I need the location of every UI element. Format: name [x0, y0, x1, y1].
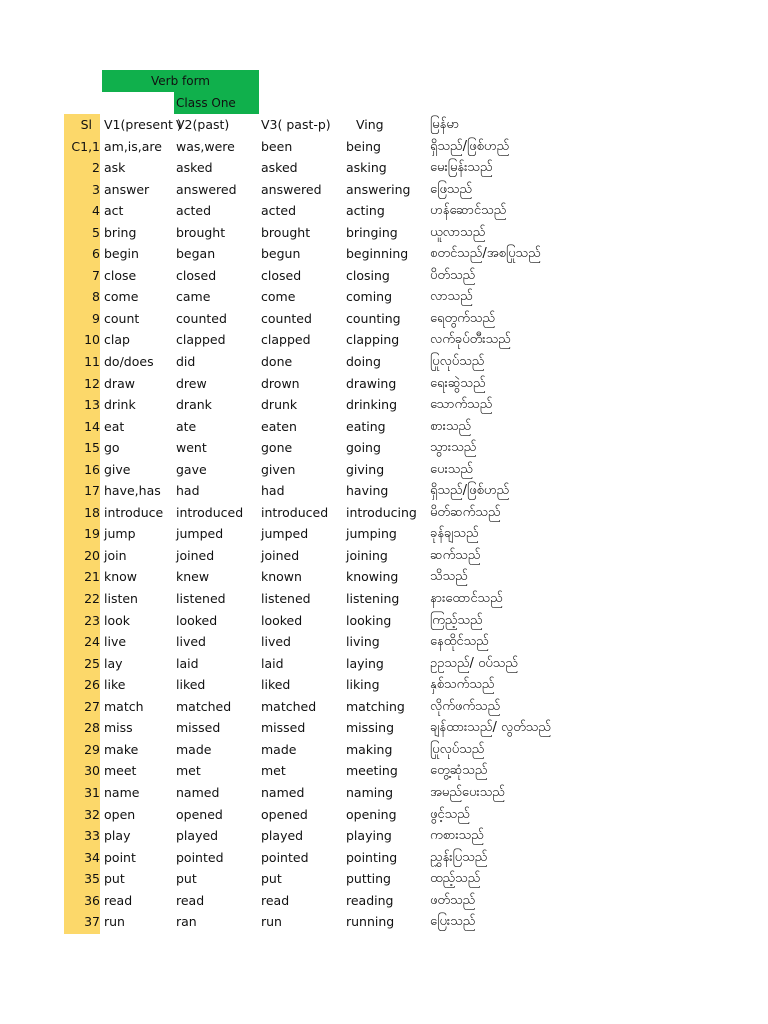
cell-sl: 20	[84, 547, 100, 563]
table-row	[0, 222, 768, 244]
cell-sl: 5	[92, 224, 100, 240]
cell-sl: 37	[84, 914, 100, 930]
cell-sl: 22	[84, 591, 100, 607]
table-row	[0, 717, 768, 739]
cell-ving: matching	[346, 698, 405, 714]
cell-myanmar: ပြုလုပ်သည်	[430, 741, 485, 757]
cell-ving: having	[346, 483, 389, 499]
table-row	[0, 847, 768, 869]
cell-v2: read	[176, 892, 205, 908]
cell-myanmar: ဆက်သည်	[430, 547, 481, 563]
cell-sl: 9	[92, 310, 100, 326]
cell-v1: miss	[104, 720, 133, 736]
cell-v3: eaten	[261, 418, 297, 434]
cell-myanmar: ယူလာသည်	[430, 224, 486, 240]
cell-ving: opening	[346, 806, 397, 822]
cell-v3: made	[261, 741, 297, 757]
cell-ving: acting	[346, 203, 385, 219]
cell-v1: match	[104, 698, 144, 714]
column-header-myanmar: မြန်မာ	[430, 117, 460, 132]
verb-table	[0, 114, 768, 933]
cell-v1: make	[104, 741, 139, 757]
cell-v1: lay	[104, 655, 123, 671]
cell-v2: ate	[176, 418, 197, 434]
cell-myanmar: ပြုလုပ်သည်	[430, 354, 485, 370]
cell-v3: begun	[261, 246, 301, 262]
table-row	[0, 308, 768, 330]
cell-ving: putting	[346, 871, 391, 887]
cell-v3: closed	[261, 267, 302, 283]
cell-v1: point	[104, 849, 136, 865]
cell-sl: 31	[84, 784, 100, 800]
table-row	[0, 760, 768, 782]
cell-v2: introduced	[176, 504, 244, 520]
cell-v2: gave	[176, 461, 207, 477]
cell-v1: give	[104, 461, 131, 477]
cell-v2: laid	[176, 655, 199, 671]
cell-v3: read	[261, 892, 290, 908]
cell-ving: missing	[346, 720, 395, 736]
cell-myanmar: စတင်သည်/အစပြုသည်	[430, 246, 541, 262]
cell-ving: making	[346, 741, 393, 757]
cell-v1: meet	[104, 763, 137, 779]
cell-ving: being	[346, 138, 381, 154]
cell-ving: coming	[346, 289, 393, 305]
table-row	[0, 588, 768, 610]
table-row	[0, 459, 768, 481]
cell-v2: asked	[176, 160, 213, 176]
table-row	[0, 136, 768, 158]
cell-v1: drink	[104, 397, 136, 413]
cell-sl: 15	[84, 440, 100, 456]
table-row	[0, 696, 768, 718]
cell-v1: draw	[104, 375, 135, 391]
cell-sl: 32	[84, 806, 100, 822]
table-row	[0, 804, 768, 826]
table-row	[0, 566, 768, 588]
cell-v1: read	[104, 892, 133, 908]
table-row	[0, 394, 768, 416]
cell-ving: laying	[346, 655, 384, 671]
cell-v2: joined	[176, 547, 215, 563]
cell-v2: closed	[176, 267, 217, 283]
cell-myanmar: မေးမြန်းသည်	[430, 160, 493, 176]
table-row	[0, 502, 768, 524]
cell-myanmar: ဟန်ဆောင်သည်	[430, 203, 507, 219]
cell-v3: listened	[261, 591, 311, 607]
cell-v3: matched	[261, 698, 317, 714]
cell-v3: brought	[261, 224, 311, 240]
column-header-ving: Ving	[356, 117, 384, 132]
cell-sl: 18	[84, 504, 100, 520]
table-row	[0, 825, 768, 847]
cell-myanmar: ခုန်ချသည်	[430, 526, 479, 542]
cell-ving: bringing	[346, 224, 398, 240]
cell-v3: put	[261, 871, 282, 887]
cell-sl: 27	[84, 698, 100, 714]
cell-v3: laid	[261, 655, 284, 671]
cell-sl: 36	[84, 892, 100, 908]
cell-v3: come	[261, 289, 296, 305]
cell-ving: counting	[346, 310, 401, 326]
cell-myanmar: ညွှန်းပြသည်	[430, 849, 488, 865]
cell-myanmar: ပြေးသည်	[430, 914, 476, 930]
cell-myanmar: ဥဥသည်/ ဝပ်သည်	[430, 655, 518, 671]
cell-v1: clap	[104, 332, 130, 348]
cell-myanmar: မိတ်ဆက်သည်	[430, 504, 501, 520]
cell-v3: answered	[261, 181, 322, 197]
cell-v1: name	[104, 784, 140, 800]
cell-ving: playing	[346, 828, 392, 844]
column-header-v3: V3( past-p)	[261, 117, 331, 132]
cell-v3: liked	[261, 677, 291, 693]
cell-v3: drunk	[261, 397, 298, 413]
table-row	[0, 890, 768, 912]
cell-v3: missed	[261, 720, 306, 736]
cell-ving: beginning	[346, 246, 409, 262]
table-row	[0, 351, 768, 373]
cell-v1: jump	[104, 526, 136, 542]
table-row	[0, 157, 768, 179]
cell-v3: opened	[261, 806, 308, 822]
cell-v3: introduced	[261, 504, 329, 520]
cell-v1: look	[104, 612, 131, 628]
cell-sl: 3	[92, 181, 100, 197]
cell-sl: 19	[84, 526, 100, 542]
cell-ving: asking	[346, 160, 387, 176]
cell-sl: 35	[84, 871, 100, 887]
cell-sl: 13	[84, 397, 100, 413]
cell-ving: clapping	[346, 332, 400, 348]
cell-myanmar: နားထောင်သည်	[430, 591, 503, 607]
cell-ving: joining	[346, 547, 388, 563]
cell-v3: acted	[261, 203, 297, 219]
cell-myanmar: ဖတ်သည်	[430, 892, 476, 908]
table-row	[0, 674, 768, 696]
cell-v2: drew	[176, 375, 207, 391]
cell-v2: named	[176, 784, 220, 800]
cell-sl: 28	[84, 720, 100, 736]
cell-ving: knowing	[346, 569, 399, 585]
cell-v2: drank	[176, 397, 212, 413]
cell-ving: naming	[346, 784, 394, 800]
cell-v1: know	[104, 569, 138, 585]
table-row	[0, 610, 768, 632]
cell-v3: run	[261, 914, 282, 930]
cell-sl: C1,1	[71, 138, 100, 154]
cell-ving: listening	[346, 591, 400, 607]
cell-myanmar: နှစ်သက်သည်	[430, 677, 495, 693]
cell-myanmar: လိုက်ဖက်သည်	[430, 698, 501, 714]
cell-sl: 2	[92, 160, 100, 176]
cell-myanmar: ထည့်သည်	[430, 871, 481, 887]
column-header-sl: Sl	[80, 117, 92, 132]
cell-ving: meeting	[346, 763, 398, 779]
cell-v2: played	[176, 828, 219, 844]
cell-v1: close	[104, 267, 137, 283]
cell-v3: met	[261, 763, 286, 779]
cell-v3: played	[261, 828, 304, 844]
cell-myanmar: ရေတွက်သည်	[430, 310, 496, 326]
cell-sl: 29	[84, 741, 100, 757]
table-row	[0, 200, 768, 222]
cell-myanmar: သွားသည်	[430, 440, 477, 456]
cell-ving: going	[346, 440, 381, 456]
header-subtitle: Class One	[174, 92, 259, 114]
cell-sl: 34	[84, 849, 100, 865]
cell-v1: do/does	[104, 354, 154, 370]
cell-myanmar: လာသည်	[430, 289, 473, 305]
table-row	[0, 265, 768, 287]
cell-v3: done	[261, 354, 293, 370]
cell-v1: have,has	[104, 483, 161, 499]
table-row	[0, 911, 768, 933]
cell-v3: looked	[261, 612, 303, 628]
cell-myanmar: လက်ခုပ်တီးသည်	[430, 332, 511, 348]
cell-v1: count	[104, 310, 140, 326]
cell-myanmar: စားသည်	[430, 418, 472, 434]
table-row	[0, 653, 768, 675]
cell-sl: 26	[84, 677, 100, 693]
cell-myanmar: ကြည့်သည်	[430, 612, 483, 628]
cell-ving: drawing	[346, 375, 397, 391]
cell-sl: 23	[84, 612, 100, 628]
cell-ving: closing	[346, 267, 390, 283]
cell-myanmar: ရေးဆွဲသည်	[430, 375, 486, 391]
cell-v2: matched	[176, 698, 232, 714]
cell-v1: ask	[104, 160, 126, 176]
cell-v3: pointed	[261, 849, 309, 865]
cell-v1: am,is,are	[104, 138, 162, 154]
cell-sl: 8	[92, 289, 100, 305]
cell-v3: drown	[261, 375, 300, 391]
cell-sl: 21	[84, 569, 100, 585]
table-row	[0, 868, 768, 890]
table-row	[0, 329, 768, 351]
cell-v2: missed	[176, 720, 221, 736]
cell-ving: pointing	[346, 849, 398, 865]
cell-v1: bring	[104, 224, 137, 240]
cell-myanmar: တွေ့ဆုံသည်	[430, 763, 488, 779]
cell-v1: like	[104, 677, 126, 693]
table-row	[0, 243, 768, 265]
cell-myanmar: သိသည်	[430, 569, 468, 585]
cell-sl: 12	[84, 375, 100, 391]
cell-ving: doing	[346, 354, 381, 370]
cell-ving: jumping	[346, 526, 397, 542]
cell-sl: 10	[84, 332, 100, 348]
cell-sl: 16	[84, 461, 100, 477]
cell-myanmar: ဖွင့်သည်	[430, 806, 470, 822]
table-row	[0, 416, 768, 438]
cell-v2: acted	[176, 203, 212, 219]
cell-sl: 11	[84, 354, 100, 370]
cell-v2: had	[176, 483, 200, 499]
cell-ving: answering	[346, 181, 411, 197]
cell-v2: listened	[176, 591, 226, 607]
table-row	[0, 782, 768, 804]
cell-v1: introduce	[104, 504, 164, 520]
cell-v1: listen	[104, 591, 138, 607]
cell-myanmar: ပေးသည်	[430, 461, 473, 477]
cell-v3: lived	[261, 634, 291, 650]
table-row	[0, 545, 768, 567]
cell-v3: gone	[261, 440, 293, 456]
cell-v1: join	[104, 547, 127, 563]
cell-v1: act	[104, 203, 124, 219]
cell-v3: joined	[261, 547, 300, 563]
cell-v2: was,were	[176, 138, 235, 154]
cell-v1: play	[104, 828, 131, 844]
cell-sl: 24	[84, 634, 100, 650]
cell-ving: looking	[346, 612, 392, 628]
cell-ving: drinking	[346, 397, 398, 413]
header-title: Verb form	[102, 70, 259, 92]
column-header-v2: V2(past)	[176, 117, 230, 132]
cell-v2: counted	[176, 310, 227, 326]
cell-sl: 30	[84, 763, 100, 779]
cell-v2: jumped	[176, 526, 224, 542]
cell-sl: 25	[84, 655, 100, 671]
cell-v2: made	[176, 741, 212, 757]
cell-v2: looked	[176, 612, 218, 628]
cell-myanmar: ကစားသည်	[430, 828, 484, 844]
cell-v2: liked	[176, 677, 206, 693]
cell-myanmar: ရှိသည်/ဖြစ်ဟည်	[430, 483, 510, 499]
cell-v2: knew	[176, 569, 210, 585]
cell-ving: introducing	[346, 504, 417, 520]
cell-v1: eat	[104, 418, 125, 434]
table-row	[0, 480, 768, 502]
column-header-row	[0, 114, 768, 136]
cell-myanmar: ချန်ထားသည်/ လွတ်သည်	[430, 720, 551, 736]
cell-v1: come	[104, 289, 139, 305]
cell-v2: brought	[176, 224, 226, 240]
cell-sl: 6	[92, 246, 100, 262]
cell-v3: had	[261, 483, 285, 499]
cell-myanmar: အမည်ပေးသည်	[430, 784, 505, 800]
cell-sl: 17	[84, 483, 100, 499]
table-row	[0, 286, 768, 308]
cell-ving: liking	[346, 677, 380, 693]
cell-v2: went	[176, 440, 207, 456]
cell-ving: giving	[346, 461, 385, 477]
cell-v3: counted	[261, 310, 312, 326]
cell-v3: been	[261, 138, 293, 154]
cell-v2: did	[176, 354, 196, 370]
table-row	[0, 373, 768, 395]
cell-sl: 33	[84, 828, 100, 844]
cell-v3: clapped	[261, 332, 311, 348]
cell-v2: opened	[176, 806, 223, 822]
cell-ving: reading	[346, 892, 394, 908]
cell-ving: running	[346, 914, 395, 930]
table-row	[0, 739, 768, 761]
cell-ving: living	[346, 634, 380, 650]
cell-v2: clapped	[176, 332, 226, 348]
cell-v1: open	[104, 806, 136, 822]
cell-v1: live	[104, 634, 127, 650]
cell-v1: run	[104, 914, 125, 930]
cell-v2: lived	[176, 634, 206, 650]
cell-v1: go	[104, 440, 120, 456]
cell-v2: met	[176, 763, 201, 779]
cell-ving: eating	[346, 418, 386, 434]
cell-sl: 4	[92, 203, 100, 219]
cell-sl: 7	[92, 267, 100, 283]
cell-v2: came	[176, 289, 211, 305]
cell-sl: 14	[84, 418, 100, 434]
cell-v2: pointed	[176, 849, 224, 865]
table-row	[0, 179, 768, 201]
cell-myanmar: ရှိသည်/ဖြစ်ဟည်	[430, 138, 510, 154]
table-row	[0, 437, 768, 459]
cell-v2: answered	[176, 181, 237, 197]
cell-myanmar: ပိတ်သည်	[430, 267, 476, 283]
cell-myanmar: သောက်သည်	[430, 397, 493, 413]
cell-myanmar: ဖြေသည်	[430, 181, 473, 197]
cell-v3: named	[261, 784, 305, 800]
cell-v1: answer	[104, 181, 150, 197]
cell-v3: known	[261, 569, 302, 585]
cell-v2: began	[176, 246, 216, 262]
cell-v3: jumped	[261, 526, 309, 542]
cell-v3: given	[261, 461, 296, 477]
cell-v1: put	[104, 871, 125, 887]
cell-myanmar: နေထိုင်သည်	[430, 634, 489, 650]
cell-v1: begin	[104, 246, 139, 262]
table-row	[0, 523, 768, 545]
cell-v2: ran	[176, 914, 197, 930]
table-row	[0, 631, 768, 653]
column-header-v1: V1(present )	[104, 117, 182, 132]
cell-v2: put	[176, 871, 197, 887]
cell-v3: asked	[261, 160, 298, 176]
